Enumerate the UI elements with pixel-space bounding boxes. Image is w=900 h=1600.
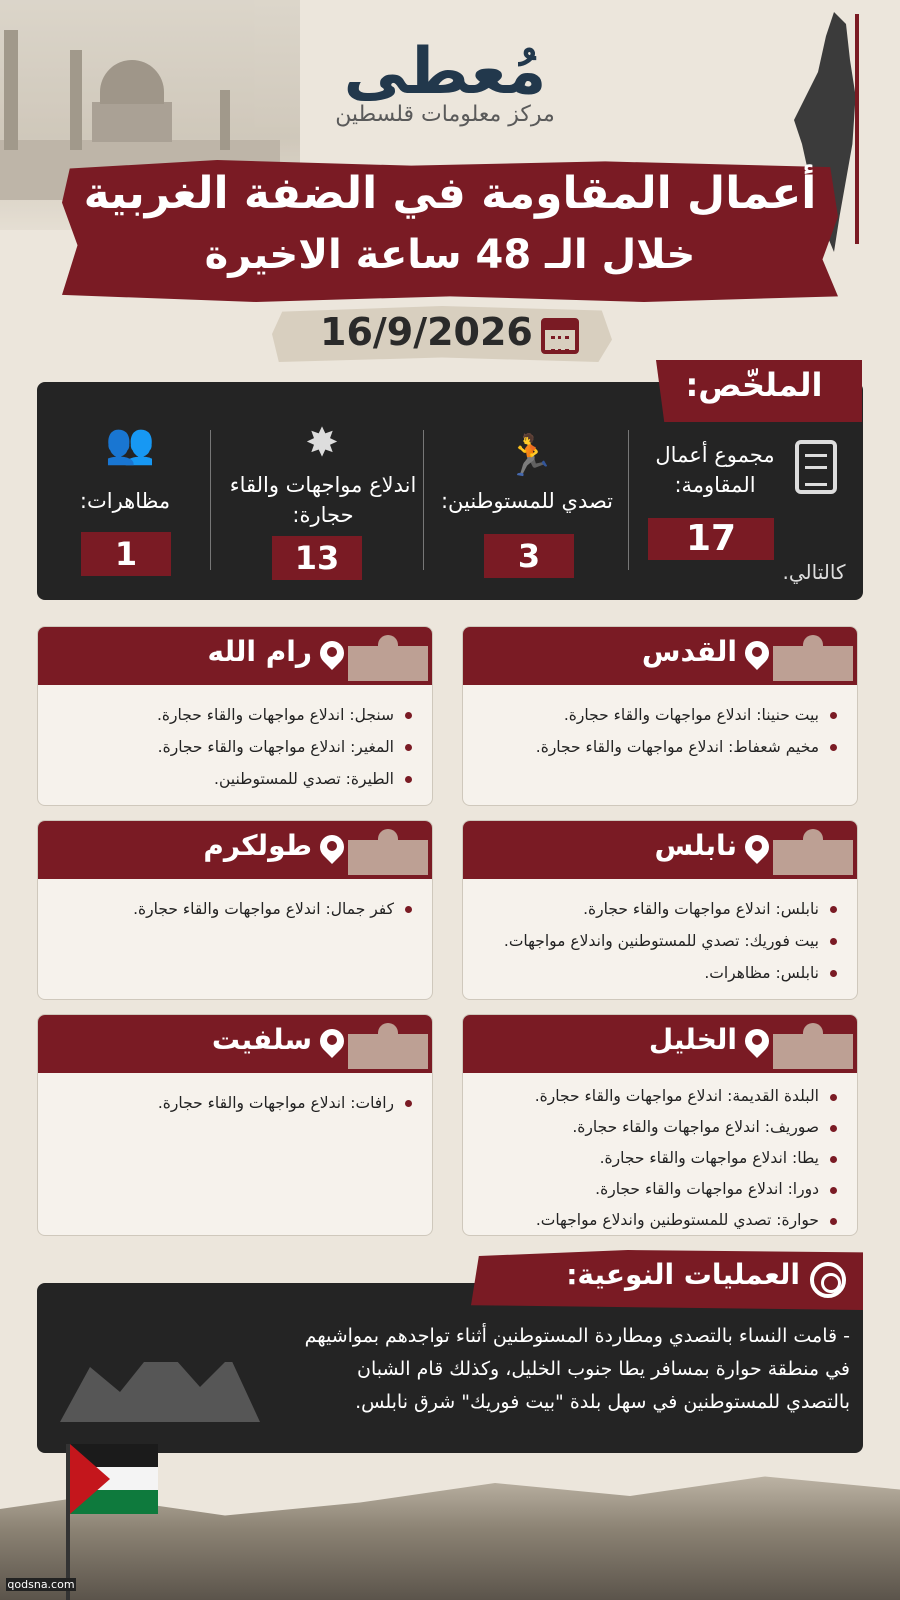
region-card-header	[463, 1015, 857, 1073]
checklist-icon	[795, 440, 837, 494]
region-card-header	[463, 821, 857, 879]
list-item: نابلس: مظاهرات.	[479, 957, 837, 989]
region-title: الخليل	[648, 1023, 737, 1056]
region-card-header	[38, 821, 432, 879]
stat-total-value: 17	[648, 518, 774, 560]
list-item: بيت فوريك: تصدي للمستوطنين واندلاع مواجهات.	[479, 925, 837, 957]
location-pin-icon	[745, 1029, 769, 1059]
region-card-header	[463, 627, 857, 685]
city-skyline-icon	[348, 825, 428, 875]
target-icon	[810, 1262, 846, 1298]
stat-settlers-label: تصدي للمستوطنين:	[440, 489, 614, 513]
location-pin-icon	[320, 835, 344, 865]
stat-clashes-label: اندلاع مواجهات والقاء حجارة:	[229, 473, 417, 527]
location-pin-icon	[320, 641, 344, 671]
summary-heading: الملخّص:	[685, 366, 823, 404]
location-pin-icon	[320, 1029, 344, 1059]
logo	[330, 36, 560, 127]
stat-total	[640, 440, 790, 500]
list-item: دورا: اندلاع مواجهات والقاء حجارة.	[479, 1174, 837, 1205]
city-skyline-icon	[773, 1019, 853, 1069]
logo-subtitle: مركز معلومات قلسطين	[335, 102, 555, 127]
region-title: طولكرم	[203, 829, 312, 862]
calendar-icon	[541, 318, 579, 354]
list-item: رافات: اندلاع مواجهات والقاء حجارة.	[54, 1087, 412, 1119]
region-card-header	[38, 627, 432, 685]
report-date: 16/9/2026	[320, 310, 533, 354]
summary-closing: كالتالي.	[782, 560, 846, 584]
city-skyline-icon	[348, 631, 428, 681]
stat-clashes-value: 13	[272, 536, 362, 580]
list-item: الطيرة: تصدي للمستوطنين.	[54, 763, 412, 795]
region-card-hebron	[462, 1014, 858, 1236]
stat-protests	[60, 486, 190, 516]
location-pin-icon	[745, 641, 769, 671]
stat-divider	[628, 430, 629, 570]
list-item: المغير: اندلاع مواجهات والقاء حجارة.	[54, 731, 412, 763]
stat-settlers	[432, 486, 622, 516]
list-item: يطا: اندلاع مواجهات والقاء حجارة.	[479, 1143, 837, 1174]
page-title-line2: خلال الـ 48 ساعة الاخيرة	[204, 232, 696, 278]
region-title: القدس	[641, 635, 737, 668]
logo-word: مُعطى	[343, 35, 547, 109]
list-item: حوارة: تصدي للمستوطنين واندلاع مواجهات.	[479, 1205, 837, 1236]
list-item: كفر جمال: اندلاع مواجهات والقاء حجارة.	[54, 893, 412, 925]
region-card-salfit	[37, 1014, 433, 1236]
watermark: qodsna.com	[7, 1578, 75, 1591]
city-skyline-icon	[348, 1019, 428, 1069]
explosion-icon: ✸	[305, 420, 339, 466]
list-item: سنجل: اندلاع مواجهات والقاء حجارة.	[54, 699, 412, 731]
region-card-ramallah	[37, 626, 433, 806]
stat-protests-value: 1	[81, 532, 171, 576]
list-item: نابلس: اندلاع مواجهات والقاء حجارة.	[479, 893, 837, 925]
stat-settlers-value: 3	[484, 534, 574, 578]
city-skyline-icon	[773, 631, 853, 681]
page-title-line1: أعمال المقاومة في الضفة الغربية	[83, 168, 817, 219]
location-pin-icon	[745, 835, 769, 865]
region-card-jerusalem	[462, 626, 858, 806]
map-border-decoration	[855, 14, 859, 244]
stat-divider	[210, 430, 211, 570]
region-card-tulkarm	[37, 820, 433, 1000]
list-item: مخيم شعفاط: اندلاع مواجهات والقاء حجارة.	[479, 731, 837, 763]
list-item: البلدة القديمة: اندلاع مواجهات والقاء حجارة.	[479, 1081, 837, 1112]
stat-total-label: مجموع أعمال المقاومة:	[655, 443, 775, 497]
region-card-header	[38, 1015, 432, 1073]
region-title: سلفيت	[211, 1023, 312, 1056]
palestine-flag-icon	[66, 1444, 158, 1514]
list-item: بيت حنينا: اندلاع مواجهات والقاء حجارة.	[479, 699, 837, 731]
city-skyline-icon	[773, 825, 853, 875]
list-item: صوريف: اندلاع مواجهات والقاء حجارة.	[479, 1112, 837, 1143]
stat-divider	[423, 430, 424, 570]
stone-thrower-icon: 🏃	[505, 433, 555, 479]
protest-icon: 👥	[105, 421, 155, 467]
region-title: نابلس	[654, 829, 737, 862]
operations-text: - قامت النساء بالتصدي ومطاردة المستوطنين أثناء تواجدهم بمواشيهم في منطقة حوارة بمسافر يطا جنوب الخليل، وكذلك قام الشبان بالتصدي للمستوطنين في سهل بلدة "بيت فوريك" شرق نابلس.	[304, 1325, 850, 1413]
region-title: رام الله	[207, 635, 312, 668]
region-card-nablus	[462, 820, 858, 1000]
stat-protests-label: مظاهرات:	[79, 489, 171, 513]
operations-heading: العمليات النوعية:	[566, 1258, 800, 1291]
stat-clashes	[228, 470, 418, 530]
